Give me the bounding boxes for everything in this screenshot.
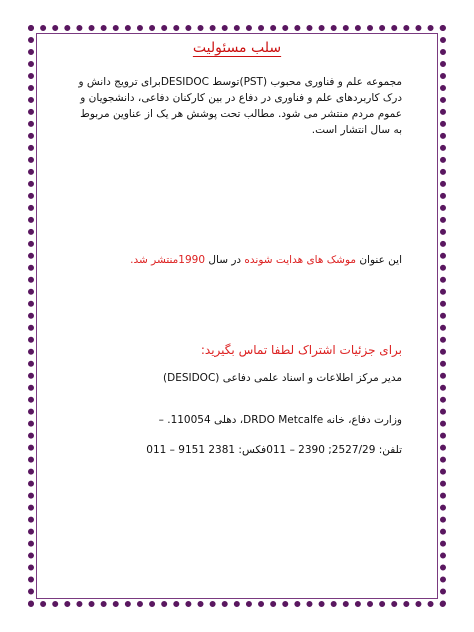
publication-suffix: منتشر شد. [130, 254, 179, 266]
disclaimer-paragraph: مجموعه علم و فناوری محبوب (PST)توسط DESIDOCبرای ترویج دانش و درک کاربردهای علم و فناوری در دفاع در بین کارکنان دفاعی، دانشجویان و عموم مردم منتشر می شود. مطالب تحت پوشش هر یک از عناوین مربوط به سال انتشار است. [78, 76, 402, 136]
publication-statement [72, 252, 402, 268]
contact-address: وزارت دفاع، خانه DRDO Metcalfe، دهلی 110054. – [158, 414, 402, 426]
page-title-text: سلب مسئولیت [192, 40, 282, 56]
publication-middle: در سال [208, 254, 242, 266]
contact-director: مدیر مرکز اطلاعات و اسناد علمی دفاعی (DESIDOC) [163, 372, 402, 384]
page-title [0, 40, 474, 56]
publication-prefix: این عنوان [359, 254, 402, 266]
contact-phone: تلفن: 2527/29; 2390 – 011فکس: 2381 9151 – 011 [146, 444, 402, 456]
publication-year: 1990 [178, 254, 206, 266]
contact-heading: برای جزئیات اشتراک لطفا تماس بگیرید: [200, 343, 402, 357]
publication-topic: موشک های هدایت شونده [244, 254, 356, 266]
